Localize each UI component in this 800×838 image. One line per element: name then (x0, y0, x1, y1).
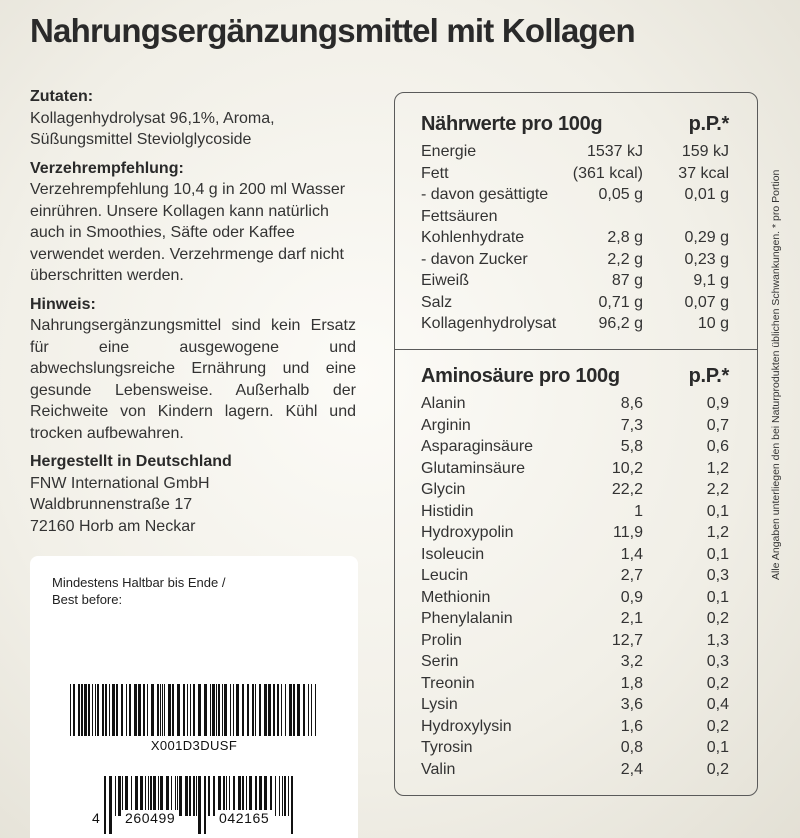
amino-cell-name: Prolin (421, 631, 462, 649)
amino-cell-per-100g: 1 (634, 502, 643, 520)
barcode-bar (268, 684, 271, 736)
amino-header (421, 365, 731, 393)
barcode-bar (143, 684, 145, 736)
amino-cell-name: Methionin (421, 588, 491, 606)
amino-cell-per-portion: 0,2 (706, 717, 729, 735)
nutrition-cell-per-portion: 10 g (697, 315, 729, 332)
barcode-bar (279, 776, 280, 816)
amino-row (421, 651, 731, 673)
barcode-bar (198, 684, 201, 736)
usage-heading: Verzehrempfehlung: (30, 159, 184, 177)
barcode-bar (84, 684, 87, 736)
barcode-bar (218, 684, 220, 736)
nutrition-row (421, 313, 731, 335)
amino-cell-per-portion: 0,1 (706, 545, 729, 563)
amino-cell-per-100g: 7,3 (620, 416, 643, 434)
fnsku-code: X001D3DUSF (150, 738, 238, 753)
amino-cell-name: Serin (421, 653, 459, 670)
nutrition-row (421, 141, 731, 163)
amino-cell-name: Arginin (421, 416, 471, 434)
nutrition-cell-per-portion: 159 kJ (681, 143, 729, 160)
barcode-bar (112, 684, 115, 736)
page-title: Nahrungsergänzungsmittel mit Kollagen (30, 12, 635, 49)
nutrition-row (421, 270, 731, 292)
amino-cell-name: Alanin (421, 395, 466, 412)
nutrition-cell-per-100g: 2,2 g (607, 250, 643, 268)
amino-cell-per-100g: 0,9 (620, 588, 643, 606)
amino-row (421, 501, 731, 523)
barcode-bar (179, 776, 182, 816)
best-before-line-1: Mindestens Haltbar bis Ende / (52, 575, 226, 590)
barcode-bar (121, 684, 123, 736)
nutrition-row (421, 292, 731, 314)
ingredients-section (30, 86, 356, 151)
amino-cell-per-portion: 0,2 (706, 674, 729, 692)
amino-cell-per-100g: 5,8 (620, 438, 643, 455)
barcode-bar (185, 776, 188, 816)
amino-cell-per-portion: 1,2 (706, 524, 729, 541)
amino-row (421, 630, 731, 652)
nutrition-cell-per-portion: 0,07 g (684, 293, 729, 311)
best-before-label (52, 574, 225, 608)
barcode-bar (230, 684, 231, 736)
amino-cell-per-portion: 0,3 (706, 653, 729, 670)
barcode-bar (198, 776, 201, 834)
barcode-bar (189, 776, 191, 816)
barcode-bar (172, 684, 174, 736)
amino-row (421, 436, 731, 458)
amino-row (421, 587, 731, 609)
amino-cell-name: Treonin (421, 674, 475, 692)
nutrition-cell-name: Salz (421, 293, 453, 311)
amino-cell-per-portion: 0,4 (706, 696, 729, 713)
barcode-bar (204, 684, 207, 736)
nutrition-cell-per-100g: 0,71 g (598, 293, 643, 311)
barcode-bar (204, 776, 206, 834)
ean-left-group: 260499 (122, 810, 178, 826)
amino-cell-per-portion: 0,2 (706, 610, 729, 627)
barcode-bar (187, 684, 188, 736)
amino-row (421, 737, 731, 759)
barcode-bar (208, 776, 210, 816)
barcode-bar (282, 776, 283, 816)
amino-row (421, 415, 731, 437)
barcode-bar (70, 684, 71, 736)
nutrition-panel (394, 92, 758, 796)
amino-cell-per-portion: 0,3 (706, 567, 729, 584)
barcode-bar (118, 776, 121, 816)
barcode-bar (190, 684, 191, 736)
nutrition-table (421, 113, 731, 335)
amino-cell-per-100g: 11,9 (613, 524, 643, 541)
nutrition-cell-name: Energie (421, 143, 477, 160)
barcode-bar (73, 684, 75, 736)
barcode-bar (138, 684, 141, 736)
barcode-bar (126, 684, 127, 736)
amino-cell-per-100g: 0,8 (620, 739, 643, 756)
amino-row (421, 673, 731, 695)
amino-row (421, 759, 731, 781)
barcode-bar (160, 684, 161, 736)
amino-cell-per-100g: 22,2 (611, 481, 643, 498)
amino-row (421, 608, 731, 630)
ean-right-group: 042165 (216, 810, 272, 826)
barcode-bar (297, 684, 300, 736)
amino-header-portion: p.P.* (688, 365, 729, 387)
nutrition-cell-name: Kollagenhydrolysat (421, 315, 557, 332)
barcode-bar (242, 684, 244, 736)
barcode-bar (193, 776, 195, 816)
amino-cell-per-portion: 2,2 (706, 481, 729, 498)
barcode-bar (164, 684, 165, 736)
amino-cell-per-portion: 0,1 (706, 502, 729, 520)
nutrition-cell-name: - davon gesättigte (421, 186, 549, 203)
barcode-bar (281, 684, 282, 736)
amino-row (421, 393, 731, 415)
manufacturer-city: 72160 Horb am Neckar (30, 517, 196, 535)
nutrition-row (421, 184, 731, 206)
barcode-bar (177, 684, 180, 736)
best-before-line-2: Best before: (52, 592, 123, 607)
nutrition-cell-per-portion: 37 kcal (678, 164, 729, 182)
amino-cell-name: Hydroxypolin (421, 524, 514, 541)
barcode-bar (129, 684, 131, 736)
amino-cell-per-100g: 10,2 (611, 459, 643, 477)
notice-heading: Hinweis: (30, 295, 96, 313)
ingredients-heading: Zutaten: (30, 88, 94, 105)
manufacturer-heading: Hergestellt in Deutschland (30, 453, 232, 470)
barcode-bar (264, 684, 267, 736)
barcode-bar (193, 684, 195, 736)
barcode-bar (134, 684, 137, 736)
amino-row (421, 565, 731, 587)
nutrition-cell-name: Fett (421, 164, 449, 182)
amino-cell-name: Tyrosin (421, 739, 473, 756)
ingredients-text: Kollagenhydrolysat 96,1%, Aroma, Süßungsmittel Steviolglycoside (30, 109, 275, 148)
barcode-bar (233, 684, 234, 736)
amino-cell-per-100g: 8,6 (620, 395, 643, 412)
nutrition-cell-name: - davon Zucker (421, 250, 528, 268)
barcode-sticker (30, 556, 358, 838)
amino-cell-per-portion: 0,2 (706, 760, 729, 778)
barcode-bar (162, 684, 163, 736)
nutrition-cell-per-portion: 0,23 g (684, 250, 729, 268)
ean-first-digit: 4 (92, 810, 100, 826)
amino-cell-name: Valin (421, 760, 456, 778)
barcode-bar (109, 684, 110, 736)
barcode-bar (288, 776, 289, 816)
barcode-bar (216, 684, 217, 736)
amino-cell-per-100g: 2,1 (620, 610, 643, 627)
amino-cell-name: Phenylalanin (421, 610, 513, 627)
nutrition-cell-name: Eiweiß (421, 272, 470, 289)
amino-row (421, 694, 731, 716)
barcode-bar (109, 776, 112, 834)
amino-cell-name: Glycin (421, 481, 466, 498)
amino-cell-per-portion: 0,7 (706, 416, 729, 434)
amino-cell-per-portion: 1,2 (706, 459, 729, 477)
amino-row (421, 716, 731, 738)
manufacturer-street: Waldbrunnenstraße 17 (30, 496, 193, 513)
barcode-bar (259, 684, 261, 736)
amino-row (421, 544, 731, 566)
amino-acid-table (421, 365, 731, 780)
nutrition-row (421, 163, 731, 185)
barcode-bar (102, 684, 104, 736)
barcode-bar (252, 684, 254, 736)
barcode-bar (285, 684, 286, 736)
nutrition-cell-per-100g: (361 kcal) (572, 164, 643, 182)
nutrition-header (421, 113, 731, 141)
barcode-bar (247, 684, 249, 736)
barcode-bar (104, 776, 106, 834)
barcode-bar (95, 684, 96, 736)
amino-cell-name: Lysin (421, 696, 458, 713)
fnsku-barcode (68, 684, 320, 736)
amino-row (421, 458, 731, 480)
amino-cell-per-portion: 0,1 (706, 588, 729, 606)
amino-row (421, 522, 731, 544)
nutrition-header-label: Nährwerte pro 100g (421, 113, 603, 135)
amino-cell-per-100g: 2,4 (620, 760, 643, 778)
amino-row (421, 479, 731, 501)
panel-divider (395, 349, 757, 350)
nutrition-cell-per-100g: 96,2 g (598, 315, 643, 332)
barcode-bar (315, 684, 316, 736)
barcode-bar (147, 684, 148, 736)
amino-cell-per-100g: 2,7 (620, 567, 643, 584)
nutrition-cell-per-100g: 87 g (611, 272, 643, 289)
barcode-bar (151, 684, 154, 736)
barcode-bar (311, 684, 312, 736)
amino-cell-name: Hydroxylysin (421, 717, 512, 735)
barcode-bar (81, 684, 83, 736)
barcode-bar (212, 684, 215, 736)
barcode-bar (157, 684, 159, 736)
amino-cell-per-portion: 1,3 (706, 631, 729, 649)
barcode-bar (222, 684, 223, 736)
barcode-bar (196, 776, 197, 816)
barcode-bar (105, 684, 107, 736)
barcode-bar (277, 684, 279, 736)
amino-cell-per-portion: 0,9 (706, 395, 729, 412)
barcode-bar (289, 684, 292, 736)
barcode-bar (308, 684, 309, 736)
amino-cell-name: Leucin (421, 567, 469, 584)
amino-cell-per-portion: 0,6 (706, 438, 729, 455)
barcode-bar (213, 776, 215, 816)
usage-text: Verzehrempfehlung 10,4 g in 200 ml Wasser einrühren. Unsere Kollagen kann natürlich auch in Smoothies, Säfte oder Kaffee verwendet werden. Verzehrmenge darf nicht überschritten werden. (30, 181, 346, 284)
nutrition-cell-per-100g: 0,05 g (598, 186, 643, 203)
barcode-bar (303, 684, 305, 736)
amino-cell-per-100g: 3,2 (620, 653, 643, 670)
barcode-bar (273, 684, 275, 736)
barcode-bar (115, 776, 116, 816)
product-info (30, 86, 356, 544)
barcode-bar (236, 684, 239, 736)
barcode-bar (92, 684, 93, 736)
barcode-bar (284, 776, 286, 816)
barcode-bar (97, 684, 99, 736)
barcode-bar (255, 684, 256, 736)
barcode-bar (168, 684, 171, 736)
manufacturer-section (30, 451, 356, 537)
amino-cell-per-100g: 3,6 (620, 696, 643, 713)
amino-cell-name: Glutaminsäure (421, 459, 526, 477)
nutrition-cell-per-100g: 1537 kJ (586, 143, 643, 160)
barcode-bar (183, 684, 185, 736)
nutrition-row (421, 249, 731, 271)
barcode-bar (291, 776, 293, 834)
nutrition-row (421, 227, 731, 249)
barcode-bar (224, 684, 227, 736)
amino-header-label: Aminosäure pro 100g (421, 365, 620, 387)
amino-cell-name: Isoleucin (421, 545, 485, 563)
barcode-bar (116, 684, 118, 736)
notice-section (30, 294, 356, 445)
nutrition-cell-per-portion: 9,1 g (693, 272, 729, 289)
amino-cell-per-100g: 12,7 (611, 631, 643, 649)
barcode-bar (293, 684, 295, 736)
nutrition-cell-per-portion: 0,01 g (684, 186, 729, 203)
nutrition-cell-name: Fettsäuren (421, 207, 498, 225)
amino-cell-per-100g: 1,6 (620, 717, 643, 735)
barcode-bar (210, 684, 211, 736)
nutrition-cell-per-100g: 2,8 g (607, 229, 643, 246)
nutrition-cell-name: Kohlenhydrate (421, 229, 525, 246)
amino-cell-per-portion: 0,1 (706, 739, 729, 756)
barcode-bar (88, 684, 90, 736)
usage-section (30, 158, 356, 287)
footnote: Alle Angaben unterliegen den bei Naturprodukten üblichen Schwankungen. * pro Portion (770, 169, 782, 580)
nutrition-row (421, 206, 731, 228)
barcode-bar (78, 684, 80, 736)
manufacturer-name: FNW International GmbH (30, 474, 210, 492)
amino-cell-per-100g: 1,4 (620, 545, 643, 563)
amino-cell-name: Histidin (421, 502, 474, 520)
amino-cell-name: Asparaginsäure (421, 438, 534, 455)
nutrition-cell-per-portion: 0,29 g (684, 229, 729, 246)
nutrition-header-portion: p.P.* (688, 113, 729, 135)
notice-text: Nahrungsergänzungsmittel sind kein Ersatz für eine ausgewogene und abwechslungsreiche Ernährung und eine gesunde Lebensweise. Außerhalb der Reichweite von Kindern lagern. Kühl und trocken aufbewahren. (30, 317, 356, 442)
barcode-bar (275, 776, 276, 816)
amino-cell-per-100g: 1,8 (620, 674, 643, 692)
